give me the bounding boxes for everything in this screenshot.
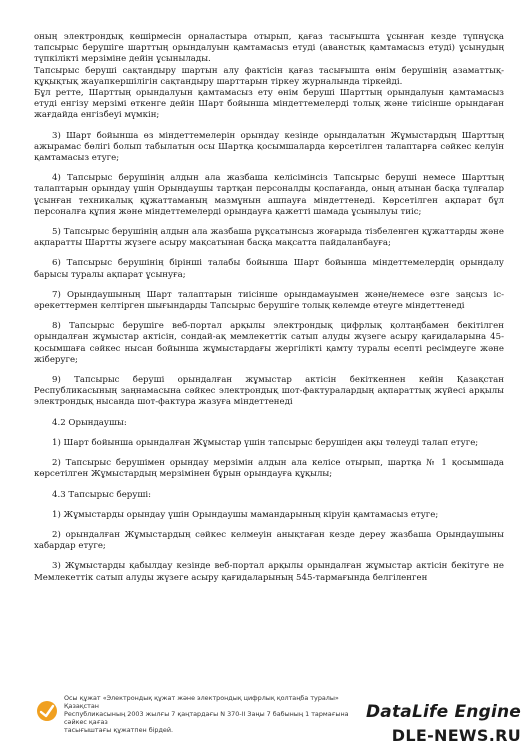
e-gov-logo-icon bbox=[36, 700, 58, 722]
paragraph-item-4: 4) Тапсырыс берушінің алдын ала жазбаша келісімінсіз Тапсырыс беруші немесе Шарттың талаптарын орындау үшін Орындаушы тартқан персоналды қоспағанда, оның атынан басқа тұлғалар ұсынған техникалық құжаттаманың мазмұнын ашпауға міндеттенеді. Көрсетілген ақпарат бұл персоналға құпия және міндеттемелерді орындауға қажетті шамада ұсынылуы тиіс; bbox=[34, 173, 504, 217]
paragraph-item-9: 9) Тапсырыс беруші орындалған жұмыстар актісін бекіткеннен кейін Қазақстан Республикасының заңнамасына сәйкес электрондық шот-фактуралардың ақпараттық жүйесі арқылы электрондық нысанда шот-фактура жазуға міндеттенеді bbox=[34, 375, 504, 408]
paragraph-item-6: 6) Тапсырыс берушінің бірінші талабы бойынша Шарт бойынша міндеттемелердің орындалу барысы туралы ақпарат ұсынуға; bbox=[34, 258, 504, 280]
paragraph-4-3-item-1: 1) Жұмыстарды орындау үшін Орындаушы мамандарының кіруін қамтамасыз етуге; bbox=[52, 509, 439, 520]
document-body bbox=[34, 32, 504, 584]
paragraph-item-3: 3) Шарт бойынша өз міндеттемелерін орындау кезінде орындалатын Жұмыстардың Шарттың ажырамас бөлігі болып табылатын осы Шартқа қосымшаларда көрсетілген талаптарға сәйкес келуін қамтамасыз етуге; bbox=[34, 130, 504, 164]
paragraph-4-2-item-1: 1) Шарт бойынша орындалған Жұмыстар үшін тапсырыс берушіден ақы төлеуді талап етуге; bbox=[52, 437, 479, 448]
footer-line-1: Осы құжат «Электрондық құжат және электрондық цифрлық қолтаңба туралы» Қазақстан bbox=[64, 694, 339, 710]
section-heading-4-3: 4.3 Тапсырыс беруші: bbox=[52, 489, 151, 500]
paragraph-2: Тапсырыс беруші сақтандыру шартын алу фактісін қағаз тасығышта өнім берушінің азаматтық-құқықтық жауапкершілігін сақтандыру шарттарын тіркеу журналында тіркейді. bbox=[34, 65, 504, 87]
paragraph-1: оның электрондық көшірмесін орналастыра отырып, қағаз тасығышта ұсынған кезде түпнұсқа тапсырыс берушіге шарттың орындалуын қамтамасыз етуді (аванстық қамтамасыз етуді) ұсынудың түпкілікті мерзіміне дейін ұсынылады. bbox=[34, 32, 504, 65]
footer-legal-text bbox=[64, 694, 364, 734]
watermark-site: DLE-NEWS.RU bbox=[391, 726, 521, 745]
paragraph-3: Бұл ретте, Шарттың орындалуын қамтамасыз ету өнім беруші Шарттың орындалуын қамтамасыз етуді енгізу мерзімі өткенге дейін Шарт бойынша міндеттемелерді толық және тиісінше орындаған жағдайда енгізбеуі мүмкін; bbox=[34, 88, 504, 121]
footer-line-2: Республикасының 2003 жылғы 7 қаңтардағы N 370-II Заңы 7 бабының 1 тармағына сәйкес қағаз bbox=[64, 710, 349, 726]
paragraph-item-5: 5) Тапсырыс берушінің алдын ала жазбаша рұқсатынсыз жоғарыда тізбеленген құжаттарды және ақпаратты Шартты жүзеге асыру мақсатынан басқа мақсатта пайдаланбауға; bbox=[34, 227, 504, 249]
paragraph-4-3-item-3: 3) Жұмыстарды қабылдау кезінде веб-портал арқылы орындалған жұмыстар актісін бекітуге не Мемлекеттік сатып алуды жүзеге асыру қағидаларының 545-тармағында белгіленген bbox=[34, 561, 504, 583]
paragraph-item-8: 8) Тапсырыс берушіге веб-портал арқылы электрондық цифрлық қолтаңбамен бекітілген орындалған жұмыстар актісін, сондай-ақ мемлекеттік сатып алуды жүзеге асыру қағидаларына 45-қосымшаға сәйкес нысан бойынша жұмыстардағы жергілікті қамту туралы есепті ресімдеуге және жіберуге; bbox=[34, 321, 504, 365]
paragraph-4-3-item-2: 2) орындалған Жұмыстардың сәйкес келмеуін анықтаған кезде дереу жазбаша Орындаушыны хабардар етуге; bbox=[34, 529, 504, 552]
paragraph-item-7: 7) Орындаушының Шарт талаптарын тиісінше орындамауымен және/немесе өзге заңсыз іс-әрекеттермен келтірген шығындарды Тапсырыс берушіге толық көлемде өтеуге міндеттенеді bbox=[34, 289, 504, 312]
section-heading-4-2: 4.2 Орындаушы: bbox=[52, 417, 127, 428]
footer-line-3: тасығыштағы құжатпен бірдей. bbox=[64, 726, 174, 734]
watermark-brand: DataLife Engine bbox=[365, 702, 521, 722]
document-footer bbox=[0, 688, 531, 750]
paragraph-4-2-item-2: 2) Тапсырыс берушімен орындау мерзімін алдын ала келісе отырып, шартқа № 1 қосымшада көрсетілген Жұмыстардың мерзімінен бұрын орындауға құқылы; bbox=[34, 458, 504, 480]
